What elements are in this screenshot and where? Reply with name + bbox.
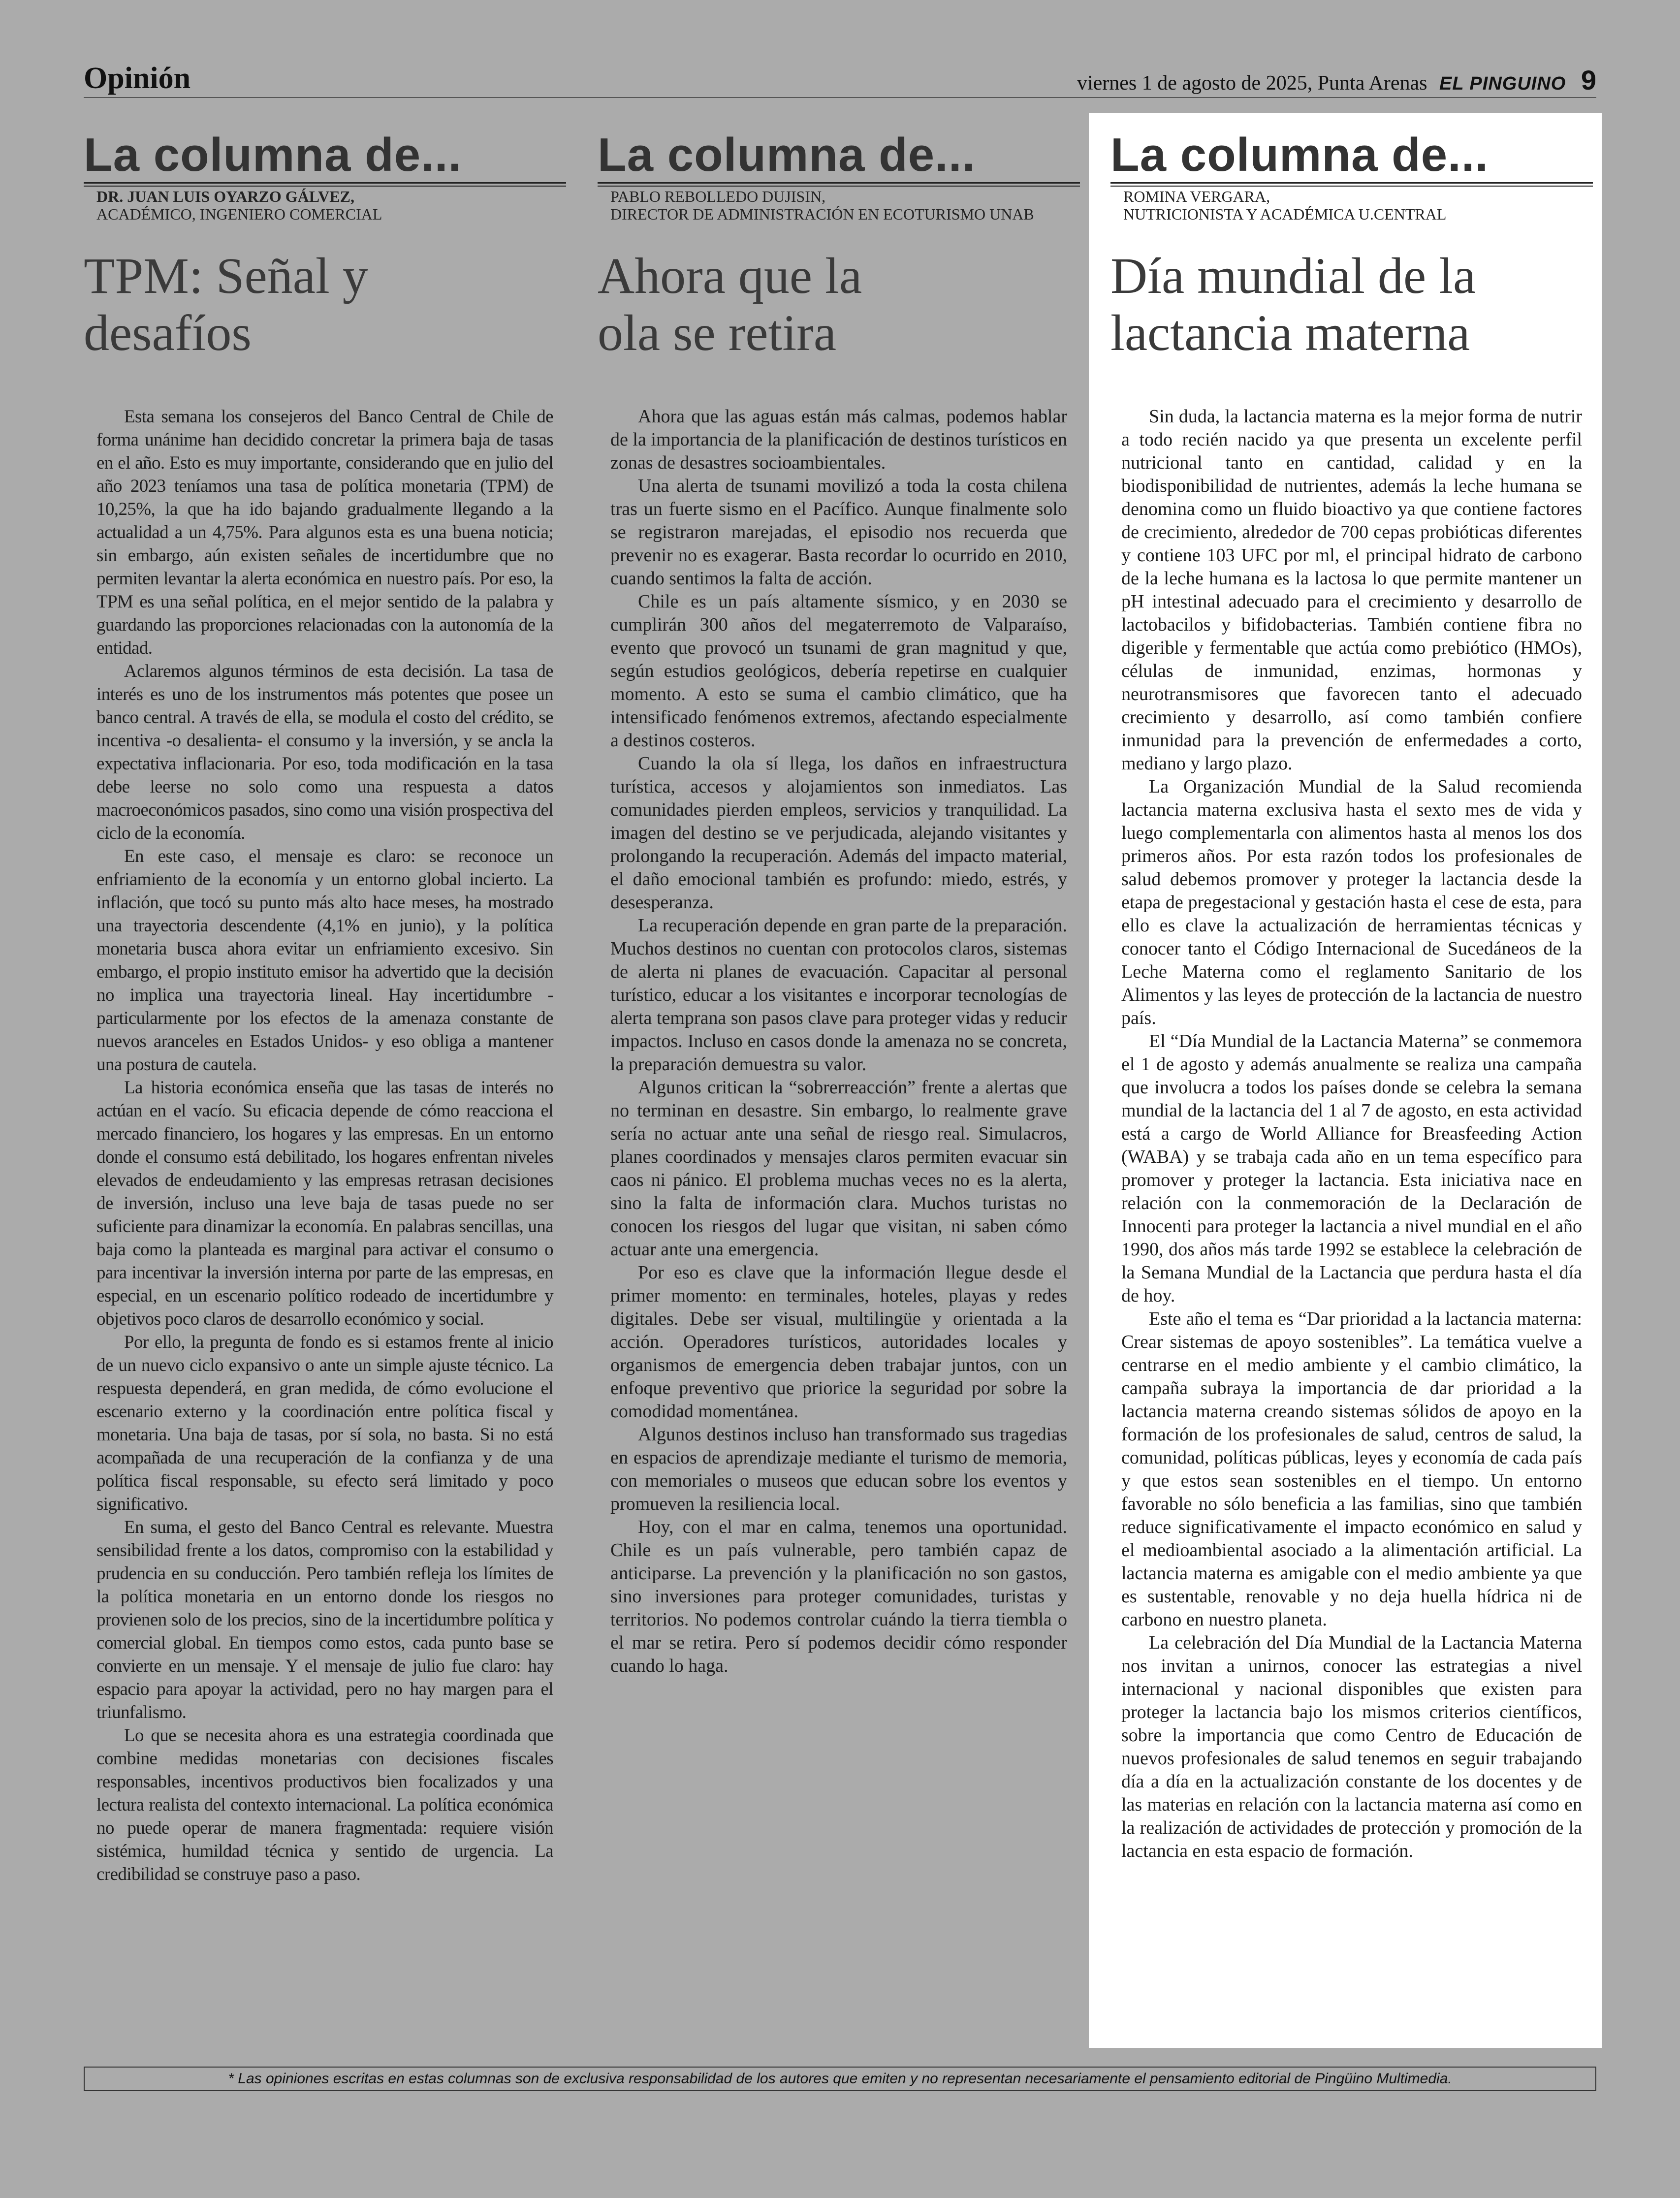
paragraph: Ahora que las aguas están más calmas, podemos hablar de la importancia de la planificación de destinos turísticos en zonas de desastres socioambientales. bbox=[610, 406, 1067, 473]
column-kicker: La columna de... bbox=[1110, 128, 1593, 184]
newspaper-logo: EL PINGUINO bbox=[1439, 73, 1566, 94]
author-name: PABLO REBOLLEDO DUJISIN, bbox=[610, 188, 826, 205]
column-headline bbox=[84, 248, 566, 371]
paragraph: Hoy, con el mar en calma, tenemos una oportunidad. Chile es un país vulnerable, pero también capaz de anticiparse. La prevención y la planificación no son gastos, sino inversiones para proteger comunidades, turistas y territorios. No podemos controlar cuándo la tierra tiembla o el mar se retira. Pero sí podemos decidir cómo responder cuando lo haga. bbox=[610, 1517, 1067, 1676]
paragraph: La Organización Mundial de la Salud recomienda lactancia materna exclusiva hasta el sexto mes de vida y luego complementarla con alimentos hasta al menos los dos primeros años. Por esta razón todos los profesionales de salud debemos promover y proteger la lactancia desde la etapa de pregestacional y gestación hasta el cese de esta, para ello es clave la actualización de herramientas técnicas y conocer tanto el Código Internacional de Sucedáneos de la Leche Materna como el reglamento Sanitario de los Alimentos y las leyes de protección de la lactancia de nuestro país. bbox=[1121, 776, 1582, 1028]
paragraph: La recuperación depende en gran parte de la preparación. Muchos destinos no cuentan con protocolos claros, sistemas de alerta ni planes de evacuación. Capacitar al personal turístico, educar a los visitantes e incorporar tecnologías de alerta temprana son pasos clave para proteger vidas y reducir impactos. Incluso en casos donde la amenaza no se concreta, la preparación demuestra su valor. bbox=[610, 915, 1067, 1075]
paragraph: Sin duda, la lactancia materna es la mejor forma de nutrir a todo recién nacido ya que presenta un excelente perfil nutricional tanto en cantidad, calidad y en la biodisponibilidad de nutrientes, además la leche humana se denomina como un fluido bioactivo ya que contiene factores de crecimiento, alrededor de 700 cepas probióticas diferentes y contiene 103 UFC por ml, el principal hidrato de carbono de la leche humana es la lactosa lo que permite mantener un pH intestinal adecuado para el crecimiento y desarrollo de lactobacilos y bifidobacterias. También contiene fibra no digerible y fermentable que actúa como prebiótico (HMOs), células de inmunidad, enzimas, hormonas y neurotransmisores que favorecen tanto el adecuado crecimiento y desarrollo, así como también confiere inmunidad para la prevención de enfermedades a corto, mediano y largo plazo. bbox=[1121, 406, 1582, 774]
paragraph: La celebración del Día Mundial de la Lactancia Materna nos invitan a unirnos, conocer las estrategias a nivel internacional y nacional disponibles que existen para proteger la lactancia bajo los mismos criterios científicos, sobre la importancia que como Centro de Educación de nuevos profesionales de salud tenemos en seguir trabajando día a día en la actualización constante de los docentes y de las materias en relación con la lactancia materna así como en la realización de actividades de protección y promoción de la lactancia en esta espacio de formación. bbox=[1121, 1632, 1582, 1861]
paragraph: Chile es un país altamente sísmico, y en 2030 se cumplirán 300 años del megaterremoto de Valparaíso, evento que provocó un tsunami de gran magnitud y que, según estudios geológicos, debería repetirse en cualquier momento. A esto se suma el cambio climático, que ha intensificado fenómenos extremos, afectando especialmente a destinos costeros. bbox=[610, 591, 1067, 751]
disclaimer-box bbox=[84, 2067, 1596, 2091]
dateline bbox=[1077, 64, 1596, 96]
masthead bbox=[84, 62, 1596, 98]
column-headline bbox=[598, 248, 1080, 371]
column-body bbox=[84, 405, 566, 1886]
paragraph: Este año el tema es “Dar prioridad a la lactancia materna: Crear sistemas de apoyo sostenibles”. La temática vuelve a centrarse en el medio ambiente y el cambio climático, la campaña subraya la importancia de dar prioridad a la lactancia materna creando sistemas sólidos de apoyo en la formación de los profesionales de salud, centros de salud, la comunidad, políticas públicas, leyes y economía de cada país y que estos sean sostenibles en el tiempo. Un entorno favorable no sólo beneficia a las familias, sino que también reduce significativamente el impacto económico en salud y el medioambiental asociado a la alimentación artificial. La lactancia materna es amigable con el medio ambiente ya que es sustentable, renovable y no deja huella hídrica ni de carbono en nuestro planeta. bbox=[1121, 1308, 1582, 1630]
paragraph: Lo que se necesita ahora es una estrategia coordinada que combine medidas monetarias con decisiones fiscales responsables, incentivos productivos bien focalizados y una lectura realista del contexto internacional. La política económica no puede operar de manera fragmentada: requiere visión sistémica, humildad técnica y sentido de urgencia. La credibilidad se construye paso a paso. bbox=[96, 1725, 553, 1884]
paragraph: Algunos critican la “sobrerreacción” frente a alertas que no terminan en desastre. Sin embargo, lo realmente grave sería no actuar ante una señal de riesgo real. Simulacros, planes coordinados y mensajes claros permiten evacuar sin caos ni pánico. El problema muchas veces no es la alerta, sino la falta de información clara. Muchos turistas no conocen los riesgos del lugar que visitan, ni saben cómo actuar ante una emergencia. bbox=[610, 1077, 1067, 1260]
paragraph: La historia económica enseña que las tasas de interés no actúan en el vacío. Su eficacia depende de cómo reacciona el mercado financiero, los hogares y las empresas. En un entorno donde el consumo está debilitado, los hogares enfrentan niveles elevados de endeudamiento y las empresas retrasan decisiones de inversión, incluso una leve baja de tasas puede no ser suficiente para dinamizar la economía. En palabras sencillas, una baja como la planteada es marginal para activar el consumo o para incentivar la inversión interna por parte de las empresas, en especial, en un escenario político rodeado de incertidumbre y objetivos poco claros de desarrollo económico y social. bbox=[96, 1078, 553, 1329]
opinion-column-2 bbox=[598, 113, 1080, 1678]
paragraph: Por eso es clave que la información llegue desde el primer momento: en terminales, hoteles, playas y redes digitales. Debe ser visual, multilingüe y orientada a la acción. Operadores turísticos, autoridades locales y organismos de emergencia deben trabajar juntos, con un enfoque preventivo que priorice la seguridad por sobre la comodidad momentánea. bbox=[610, 1262, 1067, 1422]
paragraph: Esta semana los consejeros del Banco Central de Chile de forma unánime han decidido concretar la primera baja de tasas en el año. Esto es muy importante, considerando que en julio del año 2023 teníamos una tasa de política monetaria (TPM) de 10,25%, la que ha ido bajando gradualmente llegando a la actualidad a un 4,75%. Para algunos esta es una buena noticia; sin embargo, aún existen señales de incertidumbre que no permiten levantar la alerta económica en nuestro país. Por eso, la TPM es una señal política, en el mejor sentido de la palabra y guardando las proporciones relacionadas con la autonomía de la entidad. bbox=[96, 407, 553, 658]
headline-line: TPM: Señal y bbox=[84, 248, 368, 304]
disclaimer-text: * Las opiniones escritas en estas columnas son de exclusiva responsabilidad de los autores que emiten y no representan necesariamente el pensamiento editorial de Pingüino Multimedia. bbox=[228, 2071, 1452, 2087]
headline-line: Ahora que la bbox=[598, 248, 862, 304]
paragraph: El “Día Mundial de la Lactancia Materna” se conmemora el 1 de agosto y además anualmente se realiza una campaña que involucra a todos los países donde se celebra la semana mundial de la lactancia del 1 al 7 de agosto, en esta actividad está a cargo de World Alliance for Breasfeeding Action (WABA) y se trabaja cada año en un tema específico para promover y proteger la lactancia. Esta iniciativa nace en relación con la conmemoración de la Declaración de Innocenti para proteger la lactancia a nivel mundial en el año 1990, dos años más tarde 1992 se establece la celebración de la Semana Mundial de la Lactancia que perdura hasta el día de hoy. bbox=[1121, 1031, 1582, 1306]
author-title: NUTRICIONISTA Y ACADÉMICA U.CENTRAL bbox=[1123, 205, 1447, 223]
column-body bbox=[1110, 405, 1593, 1863]
paragraph: Una alerta de tsunami movilizó a toda la costa chilena tras un fuerte sismo en el Pacífico. Aunque finalmente solo se registraron marejadas, el episodio nos recuerda que prevenir no es exagerar. Basta recordar lo ocurrido en 2010, cuando sentimos la falta de acción. bbox=[610, 476, 1067, 589]
paragraph: En suma, el gesto del Banco Central es relevante. Muestra sensibilidad frente a los datos, compromiso con la estabilidad y prudencia en su conducción. Pero también refleja los límites de la política monetaria en un entorno donde los riesgos no provienen solo de los precios, sino de la incertidumbre política y comercial global. En tiempos como estos, cada punto base se convierte en un mensaje. Y el mensaje de julio fue claro: hay espacio para apoyar la actividad, pero no hay margen para el triunfalismo. bbox=[96, 1517, 553, 1722]
opinion-column-3 bbox=[1089, 113, 1602, 2048]
paragraph: Algunos destinos incluso han transformado sus tragedias en espacios de aprendizaje mediante el turismo de memoria, con memoriales o museos que educan sobre los eventos y promueven la resiliencia local. bbox=[610, 1424, 1067, 1514]
column-author bbox=[598, 186, 1080, 223]
column-body bbox=[598, 405, 1080, 1678]
author-title: ACADÉMICO, INGENIERO COMERCIAL bbox=[96, 205, 382, 223]
author-name: ROMINA VERGARA, bbox=[1123, 188, 1270, 205]
author-title: DIRECTOR DE ADMINISTRACIÓN EN ECOTURISMO UNAB bbox=[610, 205, 1034, 223]
column-author bbox=[84, 186, 566, 223]
date-text: viernes 1 de agosto de 2025, Punta Arenas bbox=[1077, 72, 1427, 95]
paragraph: Por ello, la pregunta de fondo es si estamos frente al inicio de un nuevo ciclo expansivo o ante un simple ajuste técnico. La respuesta dependerá, en gran medida, de cómo evolucione el escenario externo y la coordinación entre política fiscal y monetaria. Una baja de tasas, por sí sola, no basta. Si no está acompañada de una recuperación de la confianza y de una política fiscal responsable, su efecto será limitado y poco significativo. bbox=[96, 1332, 553, 1514]
paragraph: En este caso, el mensaje es claro: se reconoce un enfriamiento de la economía y un entorno global incierto. La inflación, que tocó su punto más alto hace meses, ha mostrado una trayectoria descendente (4,1% en junio), y la política monetaria busca ahora evitar un enfriamiento excesivo. Sin embargo, el propio instituto emisor ha advertido que la decisión no implica una trayectoria lineal. Hay incertidumbre -particularmente por los efectos de la amenaza constante de nuevos aranceles en Estados Unidos- y eso obliga a mantener una postura de cautela. bbox=[96, 846, 553, 1075]
headline-line: ola se retira bbox=[598, 305, 837, 361]
author-name: DR. JUAN LUIS OYARZO GÁLVEZ, bbox=[96, 188, 354, 205]
page-number: 9 bbox=[1581, 64, 1596, 96]
column-headline bbox=[1110, 248, 1593, 371]
section-name: Opinión bbox=[84, 62, 191, 95]
headline-line: desafíos bbox=[84, 305, 252, 361]
paragraph: Aclaremos algunos términos de esta decisión. La tasa de interés es uno de los instrumentos más potentes que posee un banco central. A través de ella, se modula el costo del crédito, se incentiva -o desalienta- el consumo y la inversión, y se ancla la expectativa inflacionaria. Por eso, toda modificación en la tasa debe leerse no solo como una respuesta a datos macroeconómicos pasados, sino como una visión prospectiva del ciclo de la economía. bbox=[96, 661, 553, 843]
paragraph: Cuando la ola sí llega, los daños en infraestructura turística, accesos y alojamientos son inmediatos. Las comunidades pierden empleos, servicios y tranquilidad. La imagen del destino se ve perjudicada, alejando visitantes y prolongando la recuperación. Además del impacto material, el daño emocional también es profundo: miedo, estrés, y desesperanza. bbox=[610, 753, 1067, 913]
headline-line: lactancia materna bbox=[1110, 305, 1470, 361]
column-kicker: La columna de... bbox=[84, 128, 566, 184]
opinion-column-1 bbox=[84, 113, 566, 1886]
headline-line: Día mundial de la bbox=[1110, 248, 1476, 304]
column-author bbox=[1110, 186, 1593, 223]
column-kicker: La columna de... bbox=[598, 128, 1080, 184]
